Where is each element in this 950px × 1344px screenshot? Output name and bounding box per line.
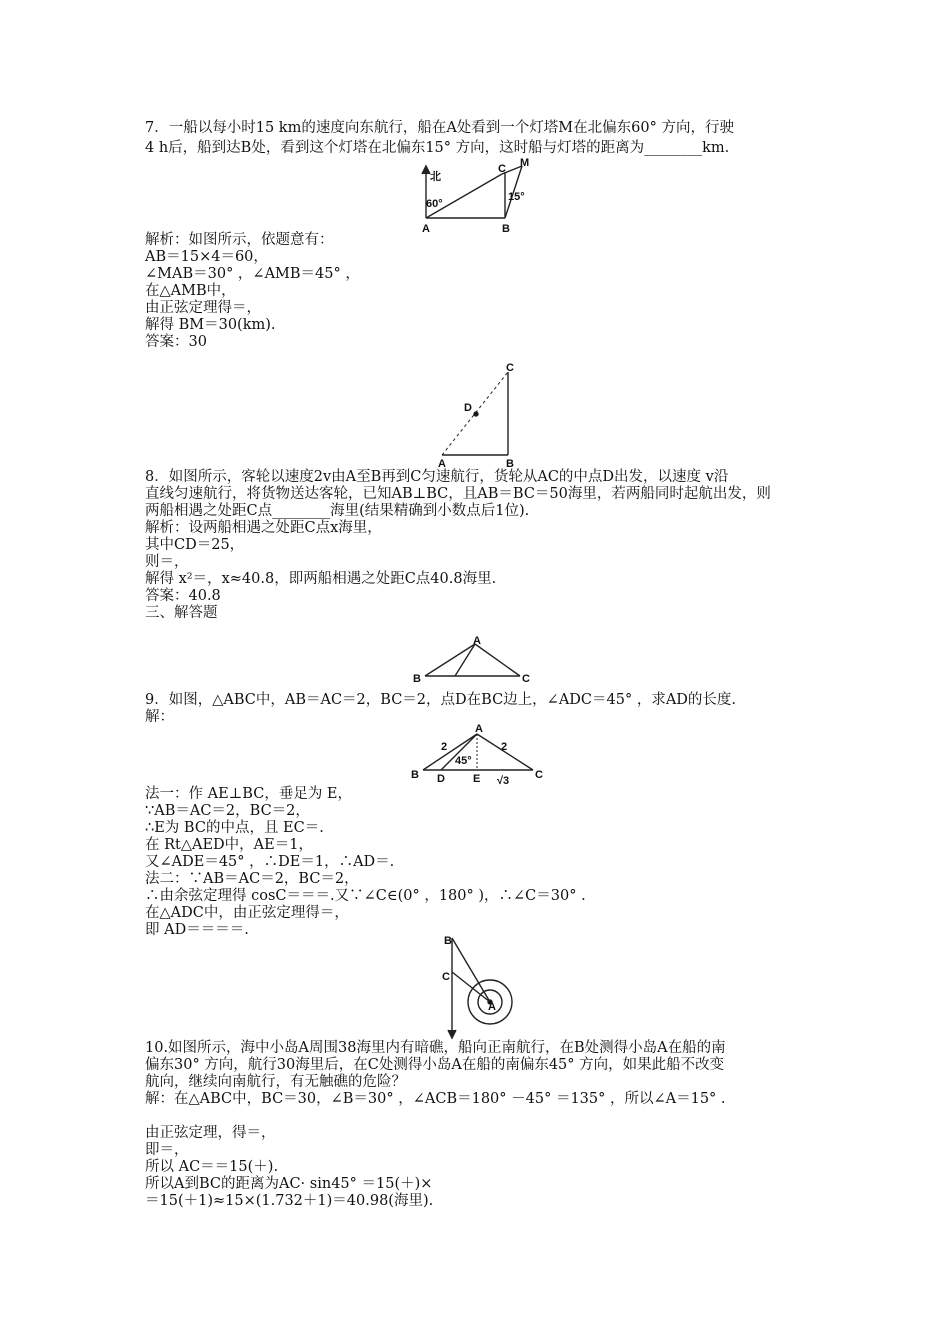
p9-solution-label: 解： (145, 709, 174, 725)
p7-figure (410, 157, 540, 235)
p9-sol-2: ∴E为 BC的中点，且 EC＝. (145, 820, 324, 836)
p9f2-label-c: C (535, 769, 543, 781)
p9-figure-2 (405, 722, 555, 787)
section-heading: 三、解答题 (145, 605, 218, 621)
p9-sol-3: 在 Rt△AED中，AE＝1， (145, 837, 313, 853)
p7-label-a: A (422, 223, 430, 235)
p7-angle-15: 15° (508, 191, 525, 203)
p10-line-7: 所以 AC＝＝15(＋). (145, 1159, 279, 1175)
p10-line-6: 即＝， (145, 1142, 189, 1158)
p7-sol-4: 由正弦定理得＝， (145, 300, 261, 316)
p8-label-d: D (464, 402, 472, 414)
p7-label-m: M (520, 157, 530, 169)
p8-answer: 答案：40.8 (145, 588, 221, 604)
p9-sol-7: 在△ADC中，由正弦定理得＝， (145, 905, 349, 921)
p9-figure-1 (405, 632, 545, 692)
p7-label-c: C (498, 163, 506, 175)
p7-line-2: 4 h后，船到达B处，看到这个灯塔在北偏东15° 方向，这时船与灯塔的距离为________km. (145, 140, 730, 156)
p8-label-a: A (438, 458, 446, 470)
p10-line-9: ＝15(＋1)≈15×(1.732＋1)＝40.98(海里). (145, 1193, 434, 1209)
p8-label-b: B (506, 458, 514, 470)
p9f1-label-c: C (522, 673, 530, 685)
p8-label-c: C (506, 362, 514, 374)
p8-line-2: 两船相遇之处距C点________海里(结果精确到小数点后1位). (145, 503, 530, 519)
p7-sol-0: 解析：如图所示，依题意有： (145, 232, 334, 248)
p8-line-1: 直线匀速航行，将货物送达客轮，已知AB⊥BC，且AB＝BC＝50海里，若两船同时起航出发，则 (145, 486, 771, 502)
p10-line-5: 由正弦定理，得＝， (145, 1125, 276, 1141)
p10-label-b: B (444, 935, 452, 947)
p9-sol-6: ∴由余弦定理得 cosC＝＝＝.又∵∠C∈(0° ，180° )，∴∠C＝30° . (145, 888, 586, 904)
p9f2-side-ab: 2 (441, 741, 448, 753)
p7-sol-5: 解得 BM＝30(km). (145, 317, 276, 333)
p9f1-label-b: B (413, 673, 421, 685)
p7-angle-60: 60° (426, 198, 443, 210)
p9-sol-5: 法二：∵AB＝AC＝2，BC＝2， (145, 871, 359, 887)
p9f2-side-ac: 2 (501, 741, 508, 753)
p7-answer: 答案：30 (145, 334, 207, 350)
p9-sol-8: 即 AD＝＝＝＝. (145, 922, 249, 938)
p10-label-a: A (488, 1001, 496, 1013)
p7-sol-2: ∠MAB＝30° ，∠AMB＝45° ， (145, 266, 360, 282)
p8-line-3: 解析：设两船相遇之处距C点x海里， (145, 520, 382, 536)
p7-line-1: 7．一船以每小时15 km的速度向东航行，船在A处看到一个灯塔M在北偏东60° 方向，行驶 (145, 120, 734, 136)
p9f2-label-d: D (437, 773, 445, 785)
p10-line-1: 偏东30° 方向，航行30海里后，在C处测得小岛A在船的南偏东45° 方向，如果此船不改变 (145, 1057, 725, 1073)
p8-line-4: 其中CD＝25， (145, 537, 245, 553)
p9-question: 9．如图，△ABC中，AB＝AC＝2，BC＝2，点D在BC边上，∠ADC＝45° ，求AD的长度. (145, 692, 737, 708)
p9f2-angle-45: 45° (455, 755, 472, 767)
p8-figure (430, 360, 530, 470)
p7-sol-3: 在△AMB中， (145, 283, 236, 299)
p9-sol-1: ∵AB＝AC＝2，BC＝2， (145, 803, 310, 819)
p8-line-5: 则＝， (145, 554, 189, 570)
p10-line-2: 航向，继续向南航行，有无触礁的危险？ (145, 1074, 406, 1090)
p8-line-0: 8．如图所示，客轮以速度2v由A至B再到C匀速航行，货轮从AC的中点D出发，以速度 v沿 (145, 469, 729, 485)
p9f2-label-e: E (473, 773, 481, 785)
p10-label-c: C (442, 971, 450, 983)
p10-figure (430, 932, 520, 1044)
p10-line-3: 解：在△ABC中，BC＝30，∠B＝30° ，∠ACB＝180° －45° ＝135° ，所以∠A＝15° . (145, 1091, 726, 1107)
p7-label-b: B (502, 223, 510, 235)
p7-north-label: 北 (430, 171, 441, 183)
p7-sol-1: AB＝15×4＝60， (145, 249, 268, 265)
p9f2-label-a: A (475, 723, 483, 735)
p10-line-8: 所以A到BC的距离为AC· sin45° ＝15(＋)× (145, 1176, 433, 1192)
p9-sol-0: 法一：作 AE⊥BC，垂足为 E， (145, 786, 353, 802)
p9f2-sqrt3: √3 (497, 775, 510, 787)
p8-line-6: 解得 x²＝，x≈40.8，即两船相遇之处距C点40.8海里. (145, 571, 497, 587)
p10-line-0: 10.如图所示，海中小岛A周围38海里内有暗礁，船向正南航行，在B处测得小岛A在船的南 (145, 1040, 726, 1056)
p9-sol-4: 又∠ADE＝45° ，∴DE＝1，∴AD＝. (145, 854, 395, 870)
p9f2-label-b: B (411, 769, 419, 781)
p9f1-label-a: A (473, 635, 481, 647)
